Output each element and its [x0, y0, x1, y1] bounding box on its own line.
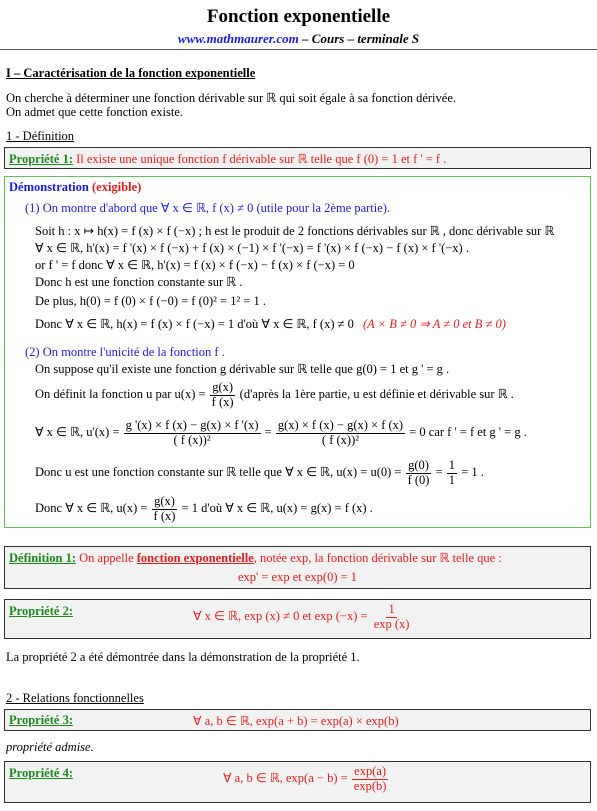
demo-m2-start: On définit la fonction u par u(x) = [35, 387, 206, 402]
fraction-numerator: g(x) [212, 380, 234, 394]
fraction-exp-a-over-exp-b [352, 765, 389, 794]
demo-line-1: Soit h : x ↦ h(x) = f (x) × f (−x) ; h est le produit de 2 fonctions dérivables sur ℝ , donc dérivable sur ℝ [35, 224, 555, 238]
fraction-numerator: g(x) × f (x) − g(x) × f (x) [277, 418, 404, 432]
demo-line-4: Donc h est une fonction constante sur ℝ . [35, 275, 243, 289]
fraction-denominator: f (x) [153, 508, 176, 523]
demo-m2-end: (d'après la 1ère partie, u est définie et dérivable sur ℝ . [239, 387, 514, 402]
definition-1-text-b: , notée exp, la fonction dérivable sur ℝ telle que : [253, 551, 502, 565]
fraction-numerator: exp(a) [354, 764, 387, 778]
section-title: I – Caractérisation de la fonction exponentielle [6, 66, 256, 80]
demo-m3-end: = 0 car f ' = f et g ' = g . [409, 425, 527, 440]
property-4-formula [223, 765, 389, 794]
subsection-definition: 1 - Définition [6, 129, 75, 143]
site-link[interactable]: www.mathmaurer.com [177, 31, 299, 46]
page-title: Fonction exponentielle [206, 6, 391, 27]
fraction-denominator: f (0) [407, 472, 430, 487]
demo-m2 [35, 381, 514, 410]
property-1-box [4, 147, 591, 169]
subtitle-rest: – Cours – terminale S [298, 31, 420, 46]
property-2-box [4, 599, 591, 639]
derivative-fraction-2 [276, 419, 405, 448]
fraction-g-over-f-final [152, 495, 178, 524]
demo-m3 [35, 419, 527, 448]
property-1-label: Propriété 1: [9, 152, 73, 166]
demo-line-6b: (A × B ≠ 0 ⇒ A ≠ 0 et B ≠ 0) [362, 317, 506, 331]
demo-m3-start: ∀ x ∈ ℝ, u'(x) = [35, 425, 120, 440]
demo-m1: On suppose qu'il existe une fonction g dérivable sur ℝ telle que g(0) = 1 et g ' = g . [35, 362, 450, 376]
fraction-numerator: 1 [388, 602, 395, 616]
demo-line-6a: Donc ∀ x ∈ ℝ, h(x) = f (x) × f (−x) = 1 d'où ∀ x ∈ ℝ, f (x) ≠ 0 [35, 317, 354, 331]
property-2-formula-start: ∀ x ∈ ℝ, exp (x) ≠ 0 et exp (−x) = [193, 609, 368, 624]
property-4-formula-start: ∀ a, b ∈ ℝ, exp(a − b) = [223, 771, 348, 786]
fraction-g-over-f [210, 381, 236, 410]
equals-sign: = [435, 465, 443, 480]
definition-1-formula: exp' = exp et exp(0) = 1 [237, 570, 358, 584]
definition-1-label: Définition 1: [9, 551, 77, 565]
property-3-box [4, 709, 591, 731]
property-3-formula: ∀ a, b ∈ ℝ, exp(a + b) = exp(a) × exp(b) [193, 714, 399, 728]
page-subtitle [0, 31, 597, 47]
derivative-fraction-1 [124, 419, 261, 448]
intro-line-2: On admet que cette fonction existe. [6, 105, 184, 119]
fraction-one-over-exp [372, 603, 412, 632]
fraction-numerator: g(0) [408, 458, 429, 472]
demo-line-3: or f ' = f donc ∀ x ∈ ℝ, h'(x) = f (x) × f (−x) − f (x) × f (−x) = 0 [35, 258, 355, 272]
definition-1-box [4, 546, 591, 589]
property-2-note: La propriété 2 a été démontrée dans la démonstration de la propriété 1. [6, 650, 360, 664]
fraction-numerator: g '(x) × f (x) − g(x) × f '(x) [125, 418, 259, 432]
intro-line-1: On cherche à déterminer une fonction dérivable sur ℝ qui soit égale à sa fonction dérivée. [6, 91, 456, 105]
demo-line-2: ∀ x ∈ ℝ, h'(x) = f '(x) × f (−x) + f (x) × (−1) × f '(−x) = f '(x) × f (−x) − f (x) × f '(−x) . [35, 241, 469, 255]
subsection-relations: 2 - Relations fonctionnelles [6, 691, 144, 705]
fraction-one-over-one [447, 459, 457, 488]
fraction-denominator: f (x) [211, 394, 234, 409]
property-4-box [4, 761, 591, 803]
demo-m5 [35, 495, 373, 524]
definition-1-term: fonction exponentielle [136, 551, 254, 565]
fraction-denominator: ( f (x))² [173, 432, 211, 447]
demo-line-5: De plus, h(0) = f (0) × f (−0) = f (0)² = 1² = 1 . [35, 294, 266, 308]
demonstration-exigible: (exigible) [88, 180, 142, 194]
fraction-denominator: exp (x) [373, 616, 410, 631]
fraction-denominator: 1 [448, 472, 456, 487]
fraction-numerator: 1 [448, 458, 456, 472]
fraction-numerator: g(x) [154, 494, 175, 508]
fraction-denominator: exp(b) [353, 778, 387, 793]
demo-m4-start: Donc u est une fonction constante sur ℝ telle que ∀ x ∈ ℝ, u(x) = u(0) = [35, 465, 402, 480]
demonstration-box [4, 176, 591, 528]
property-3-label: Propriété 3: [9, 713, 73, 727]
demo-m5-start: Donc ∀ x ∈ ℝ, u(x) = [35, 501, 148, 516]
property-1-text: Il existe une unique fonction f dérivable sur ℝ telle que f (0) = 1 et f ' = f . [72, 152, 447, 166]
demo-m5-end: = 1 d'où ∀ x ∈ ℝ, u(x) = g(x) = f (x) . [181, 501, 373, 516]
property-2-formula [193, 603, 412, 632]
page-header [0, 0, 597, 50]
fraction-g0-over-f0 [406, 459, 432, 488]
admitted-note: propriété admise. [6, 740, 94, 754]
demo-part-1: (1) On montre d'abord que ∀ x ∈ ℝ, f (x) ≠ 0 (utile pour la 2ème partie). [25, 201, 391, 215]
demonstration-title: Démonstration [9, 180, 89, 194]
property-2-label: Propriété 2: [9, 604, 73, 618]
fraction-denominator: ( f (x))² [321, 432, 359, 447]
demo-m4-end: = 1 . [461, 465, 484, 480]
property-4-label: Propriété 4: [9, 766, 73, 780]
demo-m4 [35, 459, 484, 488]
definition-1-text-a: On appelle [76, 551, 137, 565]
equals-sign: = [264, 425, 272, 440]
demo-part-2: (2) On montre l'unicité de la fonction f . [25, 345, 225, 359]
